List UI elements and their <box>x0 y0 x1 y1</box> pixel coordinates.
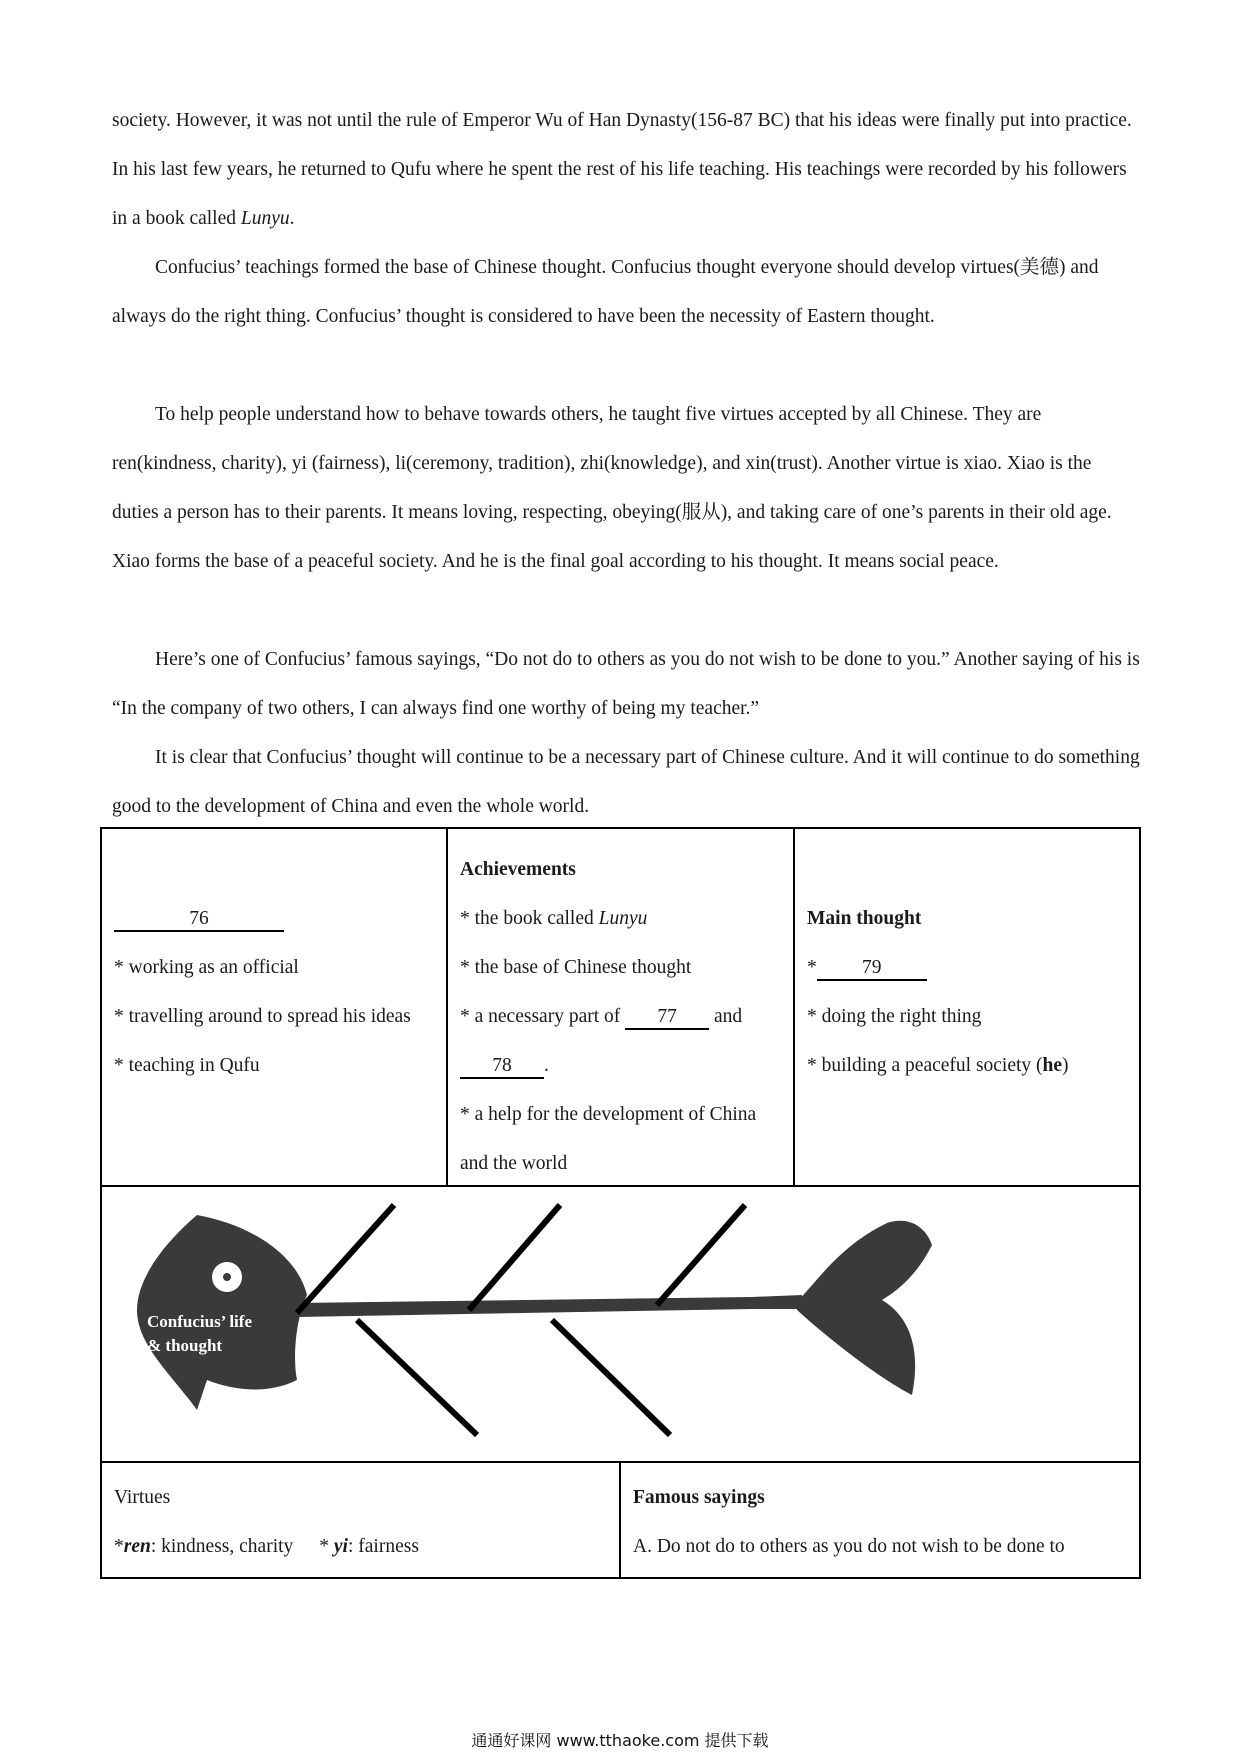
passage-paragraph-1 <box>112 96 1142 243</box>
virtue-def: : fairness <box>347 1536 419 1557</box>
item-text: * building a peaceful society ( <box>807 1055 1043 1076</box>
sayings-cell <box>621 1463 1139 1577</box>
fishbone-diagram <box>102 1185 1139 1459</box>
info-table-row-3 <box>100 1461 1141 1579</box>
passage-paragraph-5: It is clear that Confucius’ thought will continue to be a necessary part of Chinese culture. And it will continue to do something good to the development of China and even the whole world. <box>112 747 1140 817</box>
life-item: * teaching in Qufu <box>114 1055 260 1076</box>
passage-paragraph-2: Confucius’ teachings formed the base of Chinese thought. Confucius thought everyone should develop virtues(美德) and always do the right thing. Confucius’ thought is considered to have been the necessity of Eastern thought. <box>112 257 1099 327</box>
virtue-term: ren <box>123 1536 151 1557</box>
blank-77[interactable]: 77 <box>625 1006 709 1030</box>
main-thought-heading: Main thought <box>807 908 922 929</box>
fishbone-cell <box>100 1185 1141 1463</box>
upper-bone <box>469 1205 560 1310</box>
virtues-cell <box>102 1463 621 1577</box>
fish-tail <box>797 1221 932 1395</box>
upper-bone <box>657 1205 745 1305</box>
achievement-item: * a help for the development of China and the world <box>460 1104 757 1174</box>
paragraph-text: . <box>289 208 295 229</box>
saying-item: A. Do not do to others as you do not wish to be done to <box>633 1536 1065 1557</box>
book-title: Lunyu <box>240 208 290 229</box>
life-cell <box>102 829 448 1185</box>
virtue-def: : kindness, charity <box>150 1536 294 1557</box>
fish-label: & thought <box>147 1336 223 1355</box>
virtue-term: yi <box>333 1536 348 1557</box>
thought-item <box>807 943 1127 992</box>
blank-78[interactable]: 78 <box>460 1055 544 1079</box>
item-text: and <box>709 1006 743 1027</box>
bullet: * <box>807 957 817 978</box>
sayings-heading: Famous sayings <box>633 1487 765 1508</box>
fish-spine <box>297 1295 802 1317</box>
achievements-heading: Achievements <box>460 859 576 880</box>
bold-word: he <box>1042 1055 1063 1076</box>
fish-label: Confucius’ life <box>147 1312 252 1331</box>
virtues-list <box>114 1522 607 1571</box>
page-footer: 通通好课网 www.tthaoke.com 提供下载 <box>471 1731 769 1750</box>
achievement-item: * the base of Chinese thought <box>460 957 692 978</box>
lower-bone <box>552 1320 670 1435</box>
passage-paragraph-3: To help people understand how to behave towards others, he taught five virtues accepted by all Chinese. They are ren(kindness, charity), yi (fairness), li(ceremony, tradition), zhi(knowledge), and xin(trust). Another virtue is xiao. Xiao is the duties a person has to their parents. It means loving, respecting, obeying(服从), and taking care of one’s parents in their old age. Xiao forms the base of a peaceful society. And he is the final goal according to his thought. It means social peace. <box>112 404 1112 572</box>
paragraph-text: society. However, it was not until the rule of Emperor Wu of Han Dynasty(156-87 BC) that his ideas were finally put into practice. In his last few years, he returned to Qufu where he spent the rest of his life teaching. His teachings were recorded by his followers in a book called <box>112 110 1132 229</box>
thought-item <box>807 1041 1127 1090</box>
main-thought-cell <box>795 829 1139 1185</box>
achievement-item <box>460 992 781 1090</box>
upper-bone <box>297 1205 394 1313</box>
blank-79[interactable]: 79 <box>817 957 927 981</box>
item-text: ) <box>1062 1055 1069 1076</box>
info-table-row-1 <box>100 827 1141 1187</box>
passage-paragraph-4: Here’s one of Confucius’ famous sayings, “Do not do to others as you do not wish to be done to you.” Another saying of his is “In the company of two others, I can always find one worthy of being my teacher.” <box>112 649 1140 719</box>
item-text: * a necessary part of <box>460 1006 626 1027</box>
book-title: Lunyu <box>598 908 648 929</box>
lower-bone <box>357 1320 477 1435</box>
thought-item: * doing the right thing <box>807 1006 982 1027</box>
bullet: * <box>114 1536 124 1557</box>
virtues-heading: Virtues <box>114 1487 171 1508</box>
item-text: * the book called <box>460 908 599 929</box>
life-item: * working as an official <box>114 957 299 978</box>
achievement-item <box>460 894 781 943</box>
bullet: * <box>319 1536 334 1557</box>
achievements-cell <box>448 829 795 1185</box>
item-text: . <box>544 1055 549 1076</box>
blank-76[interactable]: 76 <box>114 908 284 932</box>
life-item: * travelling around to spread his ideas <box>114 1006 411 1027</box>
